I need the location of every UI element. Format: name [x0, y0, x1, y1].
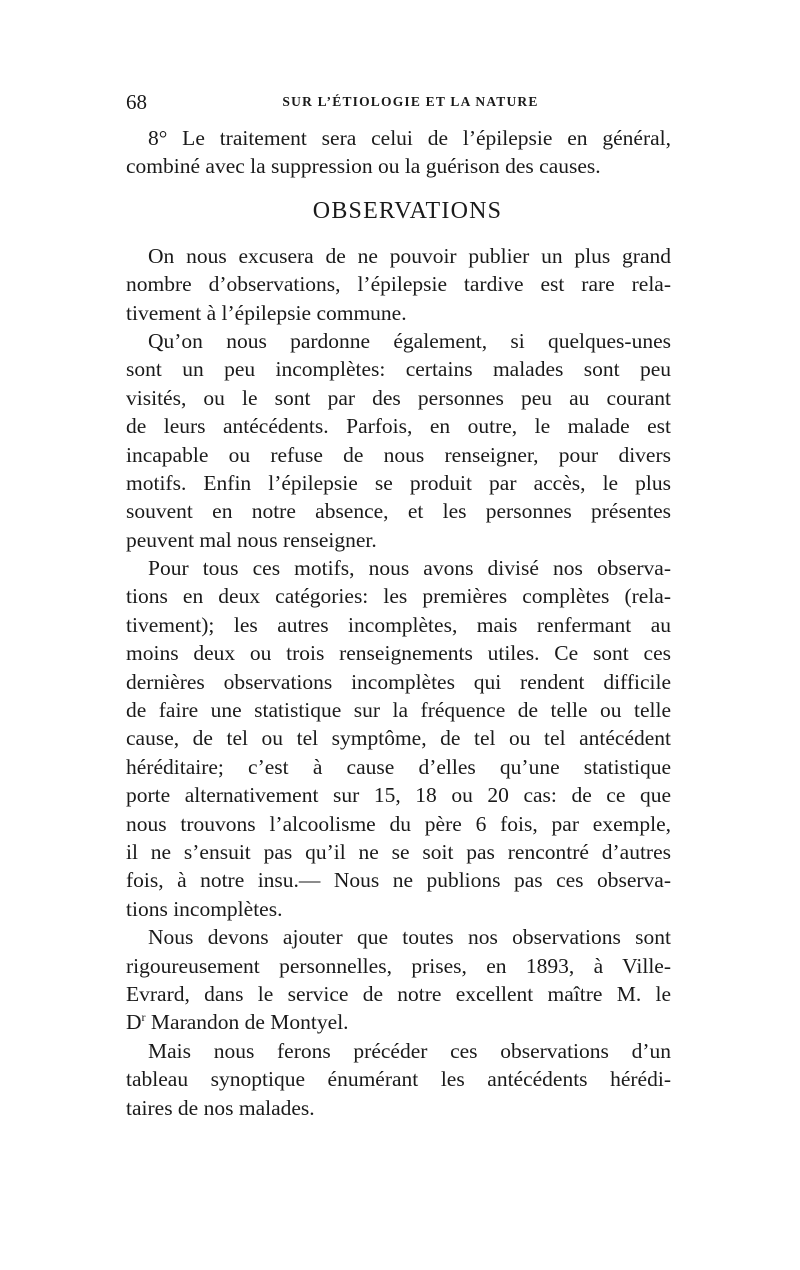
text-line: Mais nous ferons précéder ces observations d’un	[148, 1038, 671, 1063]
text-line: moins deux ou trois renseignements utiles. Ce sont ces	[126, 641, 671, 666]
body-text	[126, 124, 671, 1122]
page-number: 68	[126, 90, 147, 114]
doctor-abbrev: D	[126, 1010, 142, 1035]
text-line: de leurs antécédents. Parfois, en outre, le malade est	[126, 414, 671, 439]
section-heading: OBSERVATIONS	[312, 197, 503, 224]
text-line: il ne s’ensuit pas qu’il ne se soit pas rencontré d’autres	[126, 839, 671, 864]
text-line: incapable ou refuse de nous renseigner, pour divers	[126, 442, 671, 467]
running-title: SUR L’ÉTIOLOGIE ET LA NATURE	[282, 94, 539, 109]
text-line: On nous excusera de ne pouvoir publier un plus grand	[148, 243, 671, 268]
running-head	[126, 90, 671, 114]
text-line: taires de nos malades.	[126, 1095, 315, 1120]
text-line: tions en deux catégories: les premières complètes (rela-	[126, 584, 671, 609]
text-line: nous trouvons l’alcoolisme du père 6 fois, par exemple,	[126, 811, 671, 836]
text-line: sont un peu incomplètes: certains malades sont peu	[126, 357, 671, 382]
text-line: rigoureusement personnelles, prises, en 1893, à Ville-	[126, 953, 671, 978]
text-line: de faire une statistique sur la fréquence de telle ou telle	[126, 698, 671, 723]
text-line: visités, ou le sont par des personnes peu au courant	[126, 385, 671, 410]
text-line	[126, 1008, 671, 1036]
text-line: Qu’on nous pardonne également, si quelques-unes	[148, 328, 671, 353]
text-line: nombre d’observations, l’épilepsie tardive est rare rela-	[126, 272, 671, 297]
text-line: tivement à l’épilepsie commune.	[126, 300, 407, 325]
text-line: Pour tous ces motifs, nous avons divisé nos observa-	[148, 556, 671, 581]
text-line: combiné avec la suppression ou la guérison des causes.	[126, 154, 601, 179]
text-line: motifs. Enfin l’épilepsie se produit par accès, le plus	[126, 470, 671, 495]
text-line: cause, de tel ou tel symptôme, de tel ou tel antécédent	[126, 726, 671, 751]
doctor-name: Marandon de Montyel.	[145, 1010, 349, 1035]
text-line: fois, à notre insu.— Nous ne publions pas ces observa-	[126, 868, 671, 893]
text-line: tivement); les autres incomplètes, mais renfermant au	[126, 612, 671, 637]
text-line: Nous devons ajouter que toutes nos observations sont	[148, 925, 671, 950]
text-line: tableau synoptique énumérant les antécédents hérédi-	[126, 1067, 671, 1092]
text-line: porte alternativement sur 15, 18 ou 20 cas: de ce que	[126, 783, 671, 808]
text-line: tions incomplètes.	[126, 896, 283, 921]
text-line: peuvent mal nous renseigner.	[126, 527, 377, 552]
text-line: souvent en notre absence, et les personnes présentes	[126, 499, 671, 524]
text-line: héréditaire; c’est à cause d’elles qu’une statistique	[126, 754, 671, 779]
text-line: 8° Le traitement sera celui de l’épilepsie en général,	[148, 126, 671, 150]
text-line: Evrard, dans le service de notre excellent maître M. le	[126, 981, 671, 1006]
text-line: dernières observations incomplètes qui rendent difficile	[126, 669, 671, 694]
doctor-abbrev-superscript: r	[141, 1010, 146, 1025]
